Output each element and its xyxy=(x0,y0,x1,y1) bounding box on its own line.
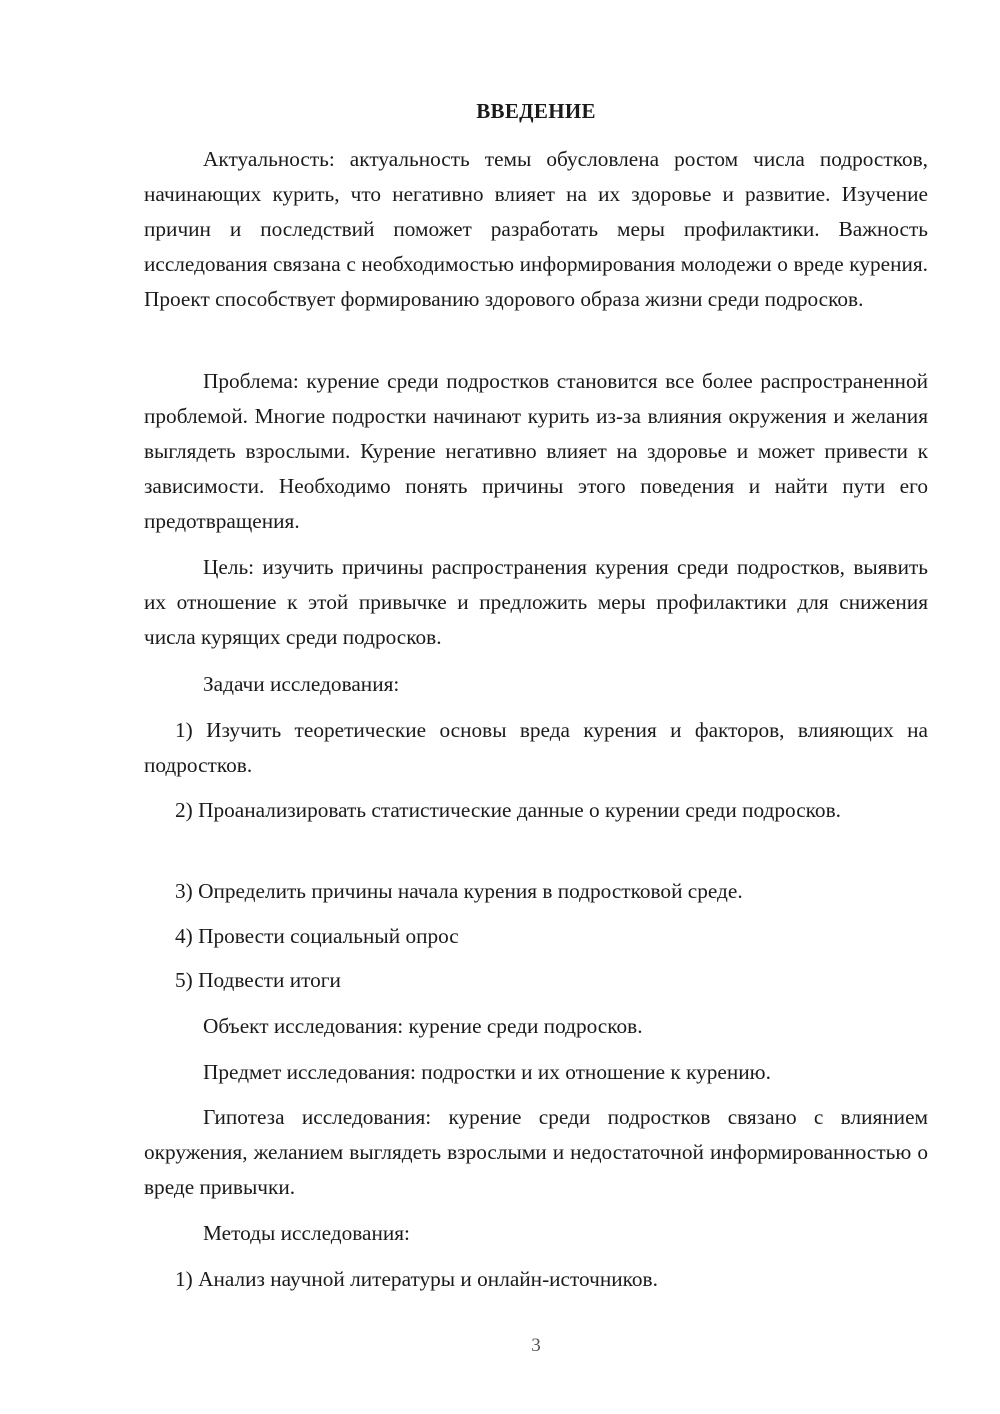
task-item-2: 2) Проанализировать статистические данные о курении среди подросков. xyxy=(175,798,841,822)
method-item-1: 1) Анализ научной литературы и онлайн-источников. xyxy=(175,1267,658,1291)
relevance-paragraph: Актуальность: актуальность темы обусловлена ростом числа подростков, начинающих курить, что негативно влияет на их здоровье и развитие. Изучение причин и последствий поможет разработать меры профилактики. Важность исследования связана с необходимостью информирования молодежи о вреде курения. Проект способствует формированию здорового образа жизни среди подросков. xyxy=(144,147,928,311)
document-page xyxy=(144,0,928,1414)
subject-line: Предмет исследования: подростки и их отношение к курению. xyxy=(203,1060,771,1084)
task-item-1: 1) Изучить теоретические основы вреда курения и факторов, влияющих на подростков. xyxy=(144,718,928,777)
goal-paragraph: Цель: изучить причины распространения курения среди подростков, выявить их отношение к этой привычке и предложить меры профилактики для снижения числа курящих среди подросков. xyxy=(144,555,928,649)
page-number: 3 xyxy=(531,1335,541,1356)
hypothesis-paragraph: Гипотеза исследования: курение среди подростков связано с влиянием окружения, желанием выглядеть взрослыми и недостаточной информированностью о вреде привычки. xyxy=(144,1105,928,1199)
object-line: Объект исследования: курение среди подросков. xyxy=(203,1014,643,1038)
tasks-heading: Задачи исследования: xyxy=(203,672,400,696)
methods-heading: Методы исследования: xyxy=(203,1221,410,1245)
task-item-4: 4) Провести социальный опрос xyxy=(175,924,459,948)
section-title: ВВЕДЕНИЕ xyxy=(476,99,596,123)
task-item-3: 3) Определить причины начала курения в подростковой среде. xyxy=(175,879,743,903)
task-item-5: 5) Подвести итоги xyxy=(175,968,341,992)
problem-paragraph: Проблема: курение среди подростков становится все более распространенной проблемой. Многие подростки начинают курить из-за влияния окружения и желания выглядеть взрослыми. Курение негативно влияет на здоровье и может привести к зависимости. Необходимо понять причины этого поведения и найти пути его предотвращения. xyxy=(144,369,928,533)
